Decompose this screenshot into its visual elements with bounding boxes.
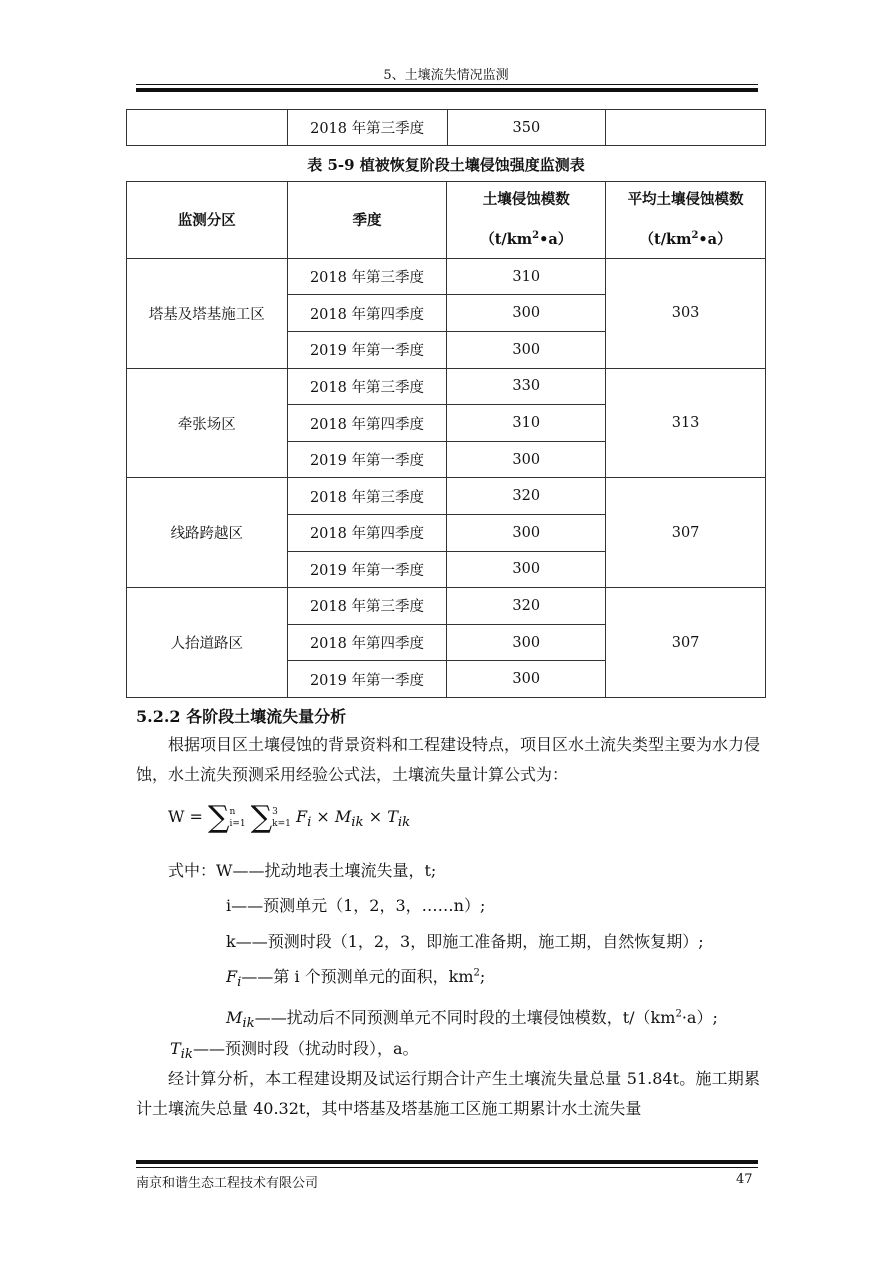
avg-cell: 313 bbox=[606, 368, 766, 478]
sum-limits-i: n i=1 bbox=[229, 806, 246, 829]
table-cell bbox=[127, 110, 288, 146]
definition-w: 式中：W——扰动地表土壤流失量，t; bbox=[168, 861, 437, 880]
header-rule-thin bbox=[136, 84, 758, 85]
value-cell: 330 bbox=[447, 368, 606, 405]
footer-rule-thin bbox=[136, 1167, 758, 1168]
header-modulus-line2: $(t/km^2•a)$ bbox=[480, 230, 573, 248]
season-cell: 2018 年第四季度 bbox=[287, 624, 447, 661]
table-row bbox=[127, 258, 766, 295]
value-cell: 320 bbox=[447, 478, 606, 515]
sum-limits-k: 3 k=1 bbox=[272, 806, 291, 829]
zone-cell: 线路跨越区 bbox=[127, 478, 288, 588]
value-cell: 310 bbox=[447, 405, 606, 442]
season-cell: 2018 年第三季度 bbox=[287, 368, 447, 405]
season-cell: 2018 年第四季度 bbox=[287, 405, 447, 442]
formula-body: $F_i \times M_{ik} \times T_{ik}$ bbox=[295, 807, 411, 831]
value-cell: 320 bbox=[447, 588, 606, 625]
section-heading: 5.2.2 各阶段土壤流失量分析 bbox=[136, 707, 347, 726]
season-cell: 2018 年第三季度 bbox=[287, 478, 447, 515]
header-avg-line2: $(t/km^2•a)$ bbox=[639, 230, 732, 248]
table-row bbox=[127, 110, 766, 146]
sum-symbol-i: ∑ bbox=[208, 800, 230, 835]
sum-symbol-k: ∑ bbox=[250, 800, 273, 835]
season-cell: 2019 年第一季度 bbox=[287, 661, 447, 698]
zone-cell: 人抬道路区 bbox=[127, 588, 288, 698]
header-season: 季度 bbox=[287, 182, 447, 259]
header-avg-modulus bbox=[606, 182, 766, 259]
value-cell: 300 bbox=[447, 295, 606, 332]
season-cell: 2019 年第一季度 bbox=[287, 551, 447, 588]
header-modulus-line1: 土壤侵蚀模数 bbox=[482, 191, 570, 208]
table-caption: 表 5-9 植被恢复阶段土壤侵蚀强度监测表 bbox=[307, 156, 585, 174]
avg-cell: 307 bbox=[606, 478, 766, 588]
footer-company: 南京和谐生态工程技术有限公司 bbox=[136, 1176, 319, 1191]
table-header-row bbox=[127, 182, 766, 259]
header-modulus bbox=[447, 182, 606, 259]
value-cell: 300 bbox=[447, 332, 606, 369]
avg-cell: 307 bbox=[606, 588, 766, 698]
table-row bbox=[127, 588, 766, 625]
definition-m: $M_{ik}——$扰动后不同预测单元不同时段的土壤侵蚀模数，$t/(km^2\cdot a)$; bbox=[226, 1008, 718, 1032]
continued-table bbox=[126, 109, 766, 146]
footer-rule-thick bbox=[136, 1160, 758, 1164]
paragraph-analysis: 经计算分析，本工程建设期及试运行期合计产生土壤流失量总量 51.84t。施工期累计土壤流失总量 40.32t，其中塔基及塔基施工区施工期累计水土流失量 bbox=[136, 1069, 760, 1118]
zone-cell: 塔基及塔基施工区 bbox=[127, 258, 288, 368]
table-row bbox=[127, 478, 766, 515]
erosion-formula bbox=[168, 800, 410, 835]
season-cell: 2019 年第一季度 bbox=[287, 332, 447, 369]
paragraph-intro: 根据项目区土壤侵蚀的背景资料和工程建设特点，项目区水土流失类型主要为水力侵蚀，水土流失预测采用经验公式法，土壤流失量计算公式为： bbox=[136, 735, 761, 784]
zone-cell: 牵张场区 bbox=[127, 368, 288, 478]
season-cell: 2019 年第一季度 bbox=[287, 441, 447, 478]
definition-t: $T_{ik}——$预测时段（扰动时段），a。 bbox=[170, 1039, 419, 1063]
header-zone: 监测分区 bbox=[127, 182, 288, 259]
season-cell: 2018 年第三季度 bbox=[287, 258, 447, 295]
definition-k: k——预测时段（1，2，3，即施工准备期，施工期，自然恢复期）; bbox=[226, 932, 704, 951]
season-cell: 2018 年第四季度 bbox=[287, 295, 447, 332]
table-cell: 2018 年第三季度 bbox=[287, 110, 447, 146]
value-cell: 300 bbox=[447, 441, 606, 478]
page-header-title: 5、土壤流失情况监测 bbox=[383, 68, 509, 83]
season-cell: 2018 年第四季度 bbox=[287, 514, 447, 551]
table-row bbox=[127, 368, 766, 405]
erosion-monitoring-table bbox=[126, 181, 766, 698]
value-cell: 310 bbox=[447, 258, 606, 295]
value-cell: 300 bbox=[447, 624, 606, 661]
table-cell bbox=[606, 110, 766, 146]
avg-cell: 303 bbox=[606, 258, 766, 368]
value-cell: 300 bbox=[447, 551, 606, 588]
formula-lhs: W = bbox=[168, 807, 203, 826]
value-cell: 300 bbox=[447, 661, 606, 698]
page-number: 47 bbox=[736, 1172, 753, 1187]
season-cell: 2018 年第三季度 bbox=[287, 588, 447, 625]
table-cell: 350 bbox=[447, 110, 606, 146]
header-avg-line1: 平均土壤侵蚀模数 bbox=[627, 191, 744, 208]
value-cell: 300 bbox=[447, 514, 606, 551]
definition-f: $F_i——$第 i 个预测单元的面积，$km^2$; bbox=[226, 967, 486, 991]
header-rule-thick bbox=[136, 88, 758, 92]
definition-i: i——预测单元（1，2，3，……n）; bbox=[226, 896, 486, 915]
